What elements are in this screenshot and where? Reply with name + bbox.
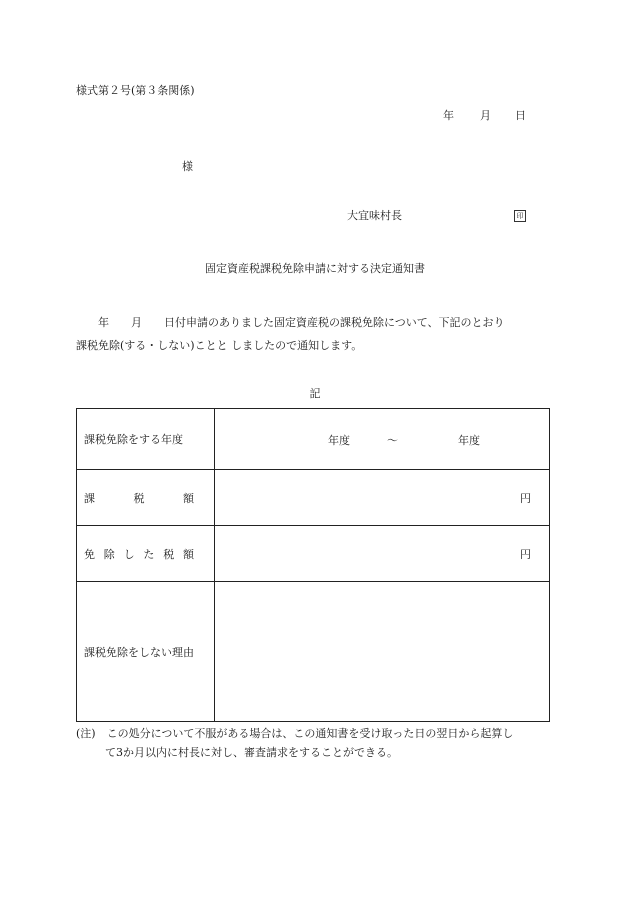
range-to-label: 年度 [458, 434, 480, 447]
label-exempt-years: 課税免除をする年度 [77, 409, 215, 470]
body-line-1: 年 月 日付申請のありました固定資産税の課税免除について、下記のとおり [76, 316, 505, 329]
document-title: 固定資産税課税免除申請に対する決定通知書 [205, 262, 425, 275]
seal-mark: 印 [514, 210, 526, 222]
label-char: 除 [103, 547, 115, 561]
form-number: 様式第２号(第３条関係) [76, 84, 195, 97]
label-char: 免 [84, 547, 95, 561]
table-row [77, 470, 550, 526]
addressee-suffix: 様 [182, 160, 193, 173]
label-tax-amount [77, 470, 215, 526]
table-row [77, 582, 550, 722]
body-text [76, 311, 552, 357]
label-char: 額 [183, 491, 194, 505]
exempted-amount-value: 円 [215, 526, 550, 582]
body-line-2: 課税免除(する・しない)ことと しましたので通知します。 [76, 339, 363, 352]
label-char: 課 [84, 491, 95, 505]
no-exempt-reason-value [215, 582, 550, 722]
date-day-label: 日 [515, 109, 526, 122]
label-char: 税 [133, 491, 145, 505]
label-char: し [123, 547, 135, 561]
range-tilde: 〜 [387, 434, 398, 447]
date-year-label: 年 [443, 109, 454, 122]
label-no-exempt-reason: 課税免除をしない理由 [77, 582, 215, 722]
footnote [76, 724, 556, 762]
label-char: た [143, 547, 155, 561]
range-from-label: 年度 [328, 434, 350, 447]
tax-amount-value: 円 [215, 470, 550, 526]
issuer-name: 大宜味村長 [347, 209, 402, 222]
footnote-line-1: (注) この処分について不服がある場合は、この通知書を受け取った日の翌日から起算し [76, 727, 514, 740]
label-char: 税 [163, 547, 175, 561]
ki-heading: 記 [309, 387, 321, 400]
decision-table [76, 408, 550, 722]
date-month-label: 月 [480, 109, 491, 122]
exempt-years-range [215, 409, 550, 470]
table-row [77, 526, 550, 582]
label-char: 額 [182, 547, 194, 561]
label-exempted-amount [77, 526, 215, 582]
table-row [77, 409, 550, 470]
footnote-line-2: て3か月以内に村長に対し、審査請求をすることができる。 [105, 746, 398, 759]
